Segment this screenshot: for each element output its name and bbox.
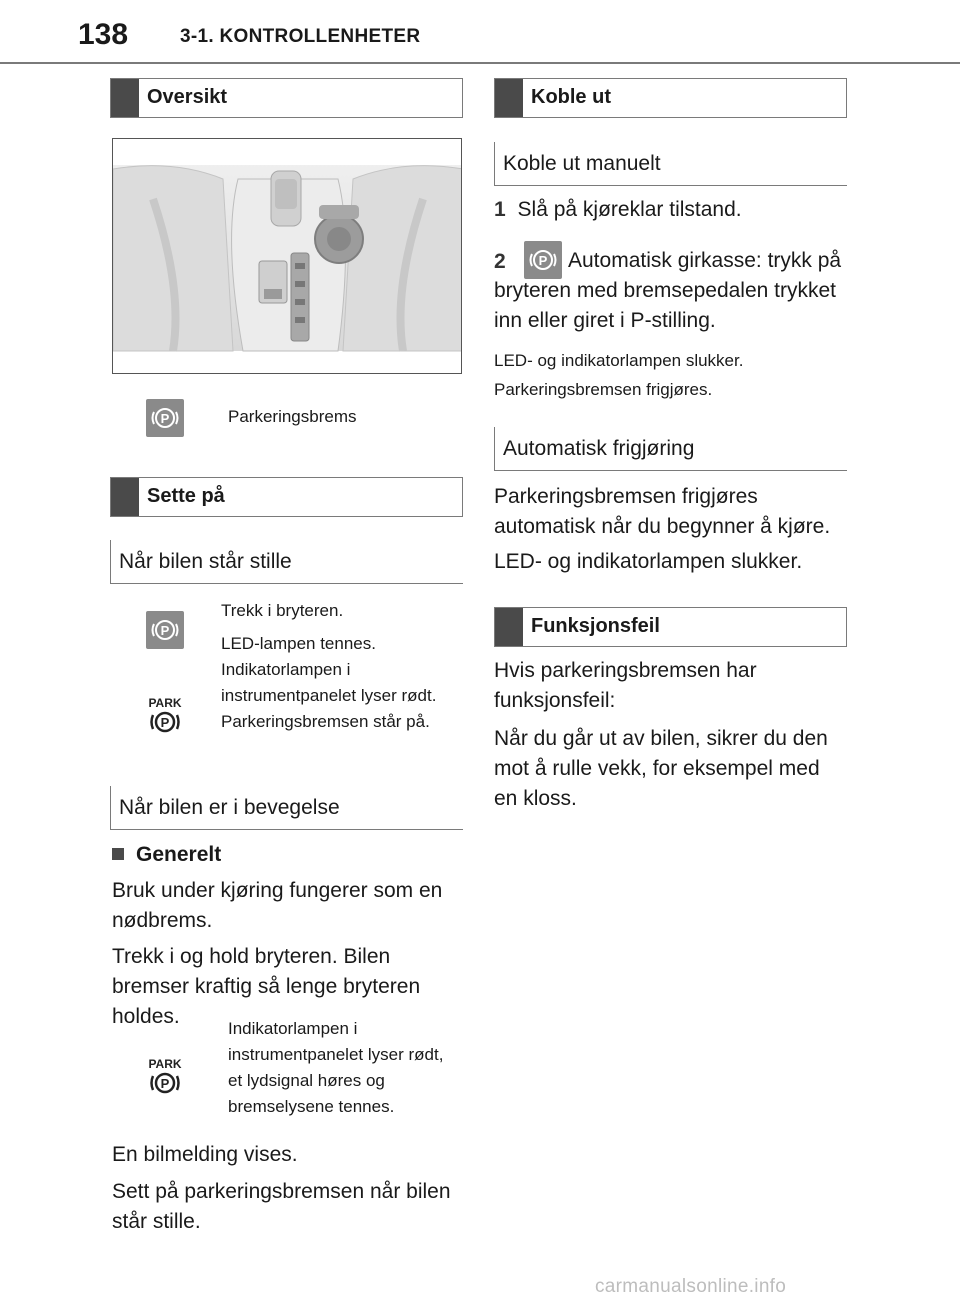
p-letter: P (160, 411, 170, 426)
section-oversikt (110, 78, 463, 118)
park-glyph (146, 1055, 184, 1099)
p-letter: P (160, 623, 170, 638)
watermark: carmanualsonline.info (595, 1276, 787, 1297)
released-text: Parkeringsbremsen frigjøres. (494, 380, 713, 399)
general-heading (112, 840, 221, 870)
message-text: En bilmelding vises. (112, 1143, 298, 1166)
section-title: Koble ut (531, 86, 611, 108)
park-label: PARK (148, 1057, 182, 1071)
chapter-title: 3-1. KONTROLLENHETER (180, 26, 421, 47)
subsection-moving (110, 786, 463, 830)
step-1 (494, 195, 742, 225)
section-bar (111, 79, 139, 117)
page-number: 138 (78, 18, 129, 51)
section-bar (495, 79, 523, 117)
general-heading-text: Generelt (136, 843, 222, 866)
step-text: Slå på kjøreklar tilstand. (517, 198, 742, 221)
subsection-title: Når bilen er i bevegelse (119, 796, 340, 819)
console-photo (112, 138, 462, 374)
general-paragraph-1: Bruk under kjøring fungerer som en nødbrems. (112, 879, 443, 932)
p-letter: P (160, 1076, 170, 1091)
subsection-auto (494, 427, 847, 471)
section-bar (111, 478, 139, 516)
park-indicator-icon (146, 694, 184, 738)
standing-result: LED-lampen tennes. Indikatorlampen i instrumentpanelet lyser rødt. Parkeringsbremsen står på. (221, 634, 437, 731)
step-2-text: Automatisk girkasse: trykk på bryteren med bremsepedalen trykket inn eller giret i P-stilling. (494, 249, 842, 332)
section-koble-ut (494, 78, 847, 118)
park-indicator-icon (146, 1055, 184, 1099)
warning-text: Indikatorlampen i instrumentpanelet lyser rødt, et lydsignal høres og bremselysene tennes. (228, 1019, 444, 1116)
section-bar (495, 608, 523, 646)
subsection-manual (494, 142, 847, 186)
p-circle-glyph (150, 403, 180, 433)
subsection-title: Koble ut manuelt (503, 152, 661, 175)
section-funksjonsfeil (494, 607, 847, 647)
subsection-title: Når bilen står stille (119, 550, 292, 573)
advice-text: Sett på parkeringsbremsen når bilen står stille. (112, 1180, 451, 1233)
step-number: 2 (494, 250, 506, 273)
section-title: Oversikt (147, 86, 228, 108)
subsection-standing (110, 540, 463, 584)
p-letter: P (160, 715, 170, 730)
park-label: PARK (148, 696, 182, 710)
led-off-text: LED- og indikatorlampen slukker. (494, 351, 744, 370)
icon-caption: Parkeringsbrems (228, 407, 357, 426)
subsection-title: Automatisk frigjøring (503, 437, 695, 460)
header-rule (0, 62, 960, 64)
fault-paragraph-2: Når du går ut av bilen, sikrer du den mot å rulle vekk, for eksempel med en kloss. (494, 727, 828, 810)
park-glyph (146, 694, 184, 738)
fault-paragraph-1: Hvis parkeringsbremsen har funksjonsfeil: (494, 659, 757, 712)
console-illustration (113, 139, 462, 374)
p-letter: P (538, 253, 548, 268)
step-number: 1 (494, 198, 506, 221)
auto-paragraph-1: Parkeringsbremsen frigjøres automatisk når du begynner å kjøre. (494, 485, 831, 538)
standing-step: Trekk i bryteren. (221, 601, 344, 620)
parking-brake-icon (146, 399, 184, 437)
bullet-square (112, 848, 124, 860)
auto-paragraph-2: LED- og indikatorlampen slukker. (494, 550, 803, 573)
parking-brake-icon (146, 611, 184, 649)
section-title: Sette på (147, 485, 225, 507)
p-circle-glyph (150, 615, 180, 645)
section-title: Funksjonsfeil (531, 615, 660, 637)
section-sette-pa (110, 477, 463, 517)
general-paragraph-2: Trekk i og hold bryteren. Bilen bremser kraftig så lenge bryteren holdes. (112, 945, 421, 1028)
